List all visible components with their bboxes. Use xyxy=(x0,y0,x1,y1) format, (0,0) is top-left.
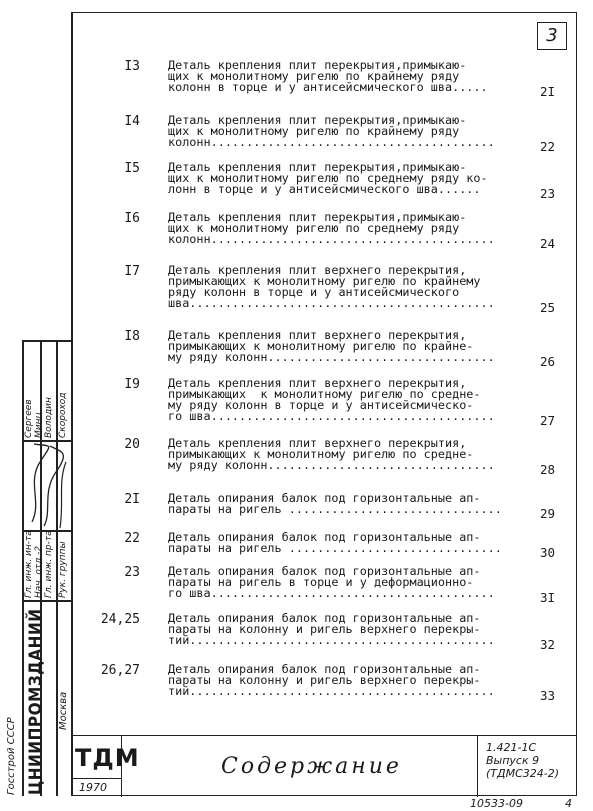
entry-line: лонн в торце и у антисейсмического шва...... xyxy=(168,182,481,196)
entry-line: колонн........................................ xyxy=(168,135,495,149)
entry-line: примыкающих к монолитному ригелю по средне- xyxy=(168,447,474,461)
entry-page: 3I xyxy=(540,590,556,605)
entry-page: 22 xyxy=(540,139,556,154)
entry-line: Деталь крепления плит верхнего перекрытия, xyxy=(168,328,467,342)
logo-year: 1970 xyxy=(79,781,107,794)
code-line-1: 1.421-1С xyxy=(486,741,537,754)
entry-number: 20 xyxy=(124,437,140,452)
entry-line: шва........................................... xyxy=(168,296,495,310)
entry-description xyxy=(168,162,518,195)
logo-text: ТДМ xyxy=(75,744,140,772)
entry-line: щих к монолитному ригелю по крайнему ряду xyxy=(168,124,460,138)
entry-line: параты на колонну и ригель верхнего перекры- xyxy=(168,622,481,636)
entry-line: параты на колонну и ригель верхнего перекры- xyxy=(168,673,481,687)
entry-description xyxy=(168,438,518,471)
entry-line: го шва........................................ xyxy=(168,586,495,600)
entry-number: 22 xyxy=(124,531,140,546)
sidebar-name-2: Минц xyxy=(34,412,44,438)
entry-description xyxy=(168,378,518,422)
entry-number: I3 xyxy=(124,59,140,74)
entry-line: щих к монолитному ригелю по среднему ряду xyxy=(168,221,460,235)
document-title: Содержание xyxy=(221,754,402,779)
entry-description xyxy=(168,532,518,554)
entry-line: Деталь опирания балок под горизонтальные ап- xyxy=(168,530,481,544)
entry-line: Деталь крепления плит перекрытия,примыкаю- xyxy=(168,160,467,174)
entry-page: 29 xyxy=(540,506,556,521)
entry-line: щих к монолитному ригелю по среднему ряду ко- xyxy=(168,171,488,185)
entry-page: 25 xyxy=(540,300,556,315)
entry-line: примыкающих к монолитному ригелю по крайне- xyxy=(168,339,474,353)
sidebar-top-line xyxy=(22,340,71,342)
entry-line: го шва........................................ xyxy=(168,409,495,423)
document-code xyxy=(477,736,577,797)
entry-line: Деталь крепления плит верхнего перекрытия, xyxy=(168,436,467,450)
entry-page: 2I xyxy=(540,84,556,99)
entry-line: му ряду колонн................................ xyxy=(168,458,495,472)
footer-stamp: 10533-09 xyxy=(470,797,523,810)
entry-description xyxy=(168,330,518,363)
entry-description xyxy=(168,566,518,599)
entry-line: щих к монолитному ригелю по крайнему ряду xyxy=(168,69,460,83)
entry-description xyxy=(168,265,518,309)
entry-line: параты на ригель .............................. xyxy=(168,502,502,516)
sidebar-org-divider xyxy=(22,600,71,602)
entry-page: 27 xyxy=(540,413,556,428)
title-block-logo xyxy=(71,736,140,797)
entry-page: 33 xyxy=(540,688,556,703)
entry-description xyxy=(168,613,518,646)
sidebar-role-2: Нач. отд.-2 xyxy=(34,545,44,598)
entry-page: 26 xyxy=(540,354,556,369)
entry-line: примыкающих к монолитному ригелю по крайнему xyxy=(168,274,481,288)
entry-line: примыкающих к монолитному ригелю по средне- xyxy=(168,387,481,401)
entry-page: 23 xyxy=(540,186,556,201)
entry-number: I5 xyxy=(124,161,140,176)
sidebar-org-city: Москва xyxy=(58,691,69,730)
frame-left-line xyxy=(71,12,73,796)
entry-line: Деталь крепления плит перекрытия,примыкаю- xyxy=(168,58,467,72)
entry-page: 28 xyxy=(540,462,556,477)
entry-line: Деталь крепления плит верхнего перекрытия, xyxy=(168,263,467,277)
entry-line: ряду колонн в торце и у антисейсмического xyxy=(168,285,460,299)
entry-line: Деталь опирания балок под горизонтальные ап- xyxy=(168,564,481,578)
entry-line: параты на ригель в торце и у деформационно- xyxy=(168,575,474,589)
entry-line: тий........................................... xyxy=(168,684,495,698)
entry-page: 24 xyxy=(540,236,556,251)
code-line-3: (ТДМС324-2) xyxy=(486,767,560,780)
entry-line: колонн в торце и у антисейсмического шва..... xyxy=(168,80,488,94)
entry-line: Деталь опирания балок под горизонтальные ап- xyxy=(168,491,481,505)
entry-line: тий........................................... xyxy=(168,633,495,647)
sheet-number: 3 xyxy=(537,22,567,50)
entry-number: 23 xyxy=(124,565,140,580)
entry-description xyxy=(168,60,518,93)
sidebar-org-line1: Госстрой СССР xyxy=(6,717,17,795)
entry-line: Деталь крепления плит перекрытия,примыкаю- xyxy=(168,113,467,127)
entry-line: му ряду колонн................................ xyxy=(168,350,495,364)
entry-number: I7 xyxy=(124,264,140,279)
sidebar-name-4: Скороход xyxy=(58,392,68,438)
signature-scribbles xyxy=(22,442,70,530)
entry-line: параты на ригель .............................. xyxy=(168,541,502,555)
sidebar-role-1: Гл. инж. ин-та xyxy=(24,530,34,598)
code-line-2: Выпуск 9 xyxy=(486,754,540,767)
entry-description xyxy=(168,664,518,697)
entry-description xyxy=(168,212,518,245)
sidebar-role-3: Гл. инж. пр-та xyxy=(44,530,54,598)
entry-number: I4 xyxy=(124,114,140,129)
entry-line: Деталь опирания балок под горизонтальные ап- xyxy=(168,611,481,625)
entry-line: Деталь крепления плит верхнего перекрытия, xyxy=(168,376,467,390)
sidebar-name-3: Володин xyxy=(44,397,54,438)
entry-number: I6 xyxy=(124,211,140,226)
entry-number: 2I xyxy=(124,492,140,507)
entry-page: 30 xyxy=(540,545,556,560)
entry-line: колонн........................................ xyxy=(168,232,495,246)
entry-number: 24,25 xyxy=(100,612,140,627)
entry-line: му ряду колонн в торце и у антисейсмическо- xyxy=(168,398,474,412)
sidebar-role-4: Рук. группы xyxy=(58,541,68,598)
entry-number: I9 xyxy=(124,377,140,392)
logo-divider xyxy=(71,778,121,779)
entry-number: I8 xyxy=(124,329,140,344)
entry-number: 26,27 xyxy=(100,663,140,678)
sidebar-name-1: Сергеев xyxy=(24,399,34,438)
entry-line: Деталь опирания балок под горизонтальные ап- xyxy=(168,662,481,676)
footer-sheet-number: 4 xyxy=(565,797,572,810)
sidebar-org-name: ЦНИИПРОМЗДАНИЙ xyxy=(26,608,46,795)
entry-description xyxy=(168,115,518,148)
entry-line: Деталь крепления плит перекрытия,примыкаю- xyxy=(168,210,467,224)
entry-description xyxy=(168,493,518,515)
entry-page: 32 xyxy=(540,637,556,652)
title-block xyxy=(71,735,577,797)
